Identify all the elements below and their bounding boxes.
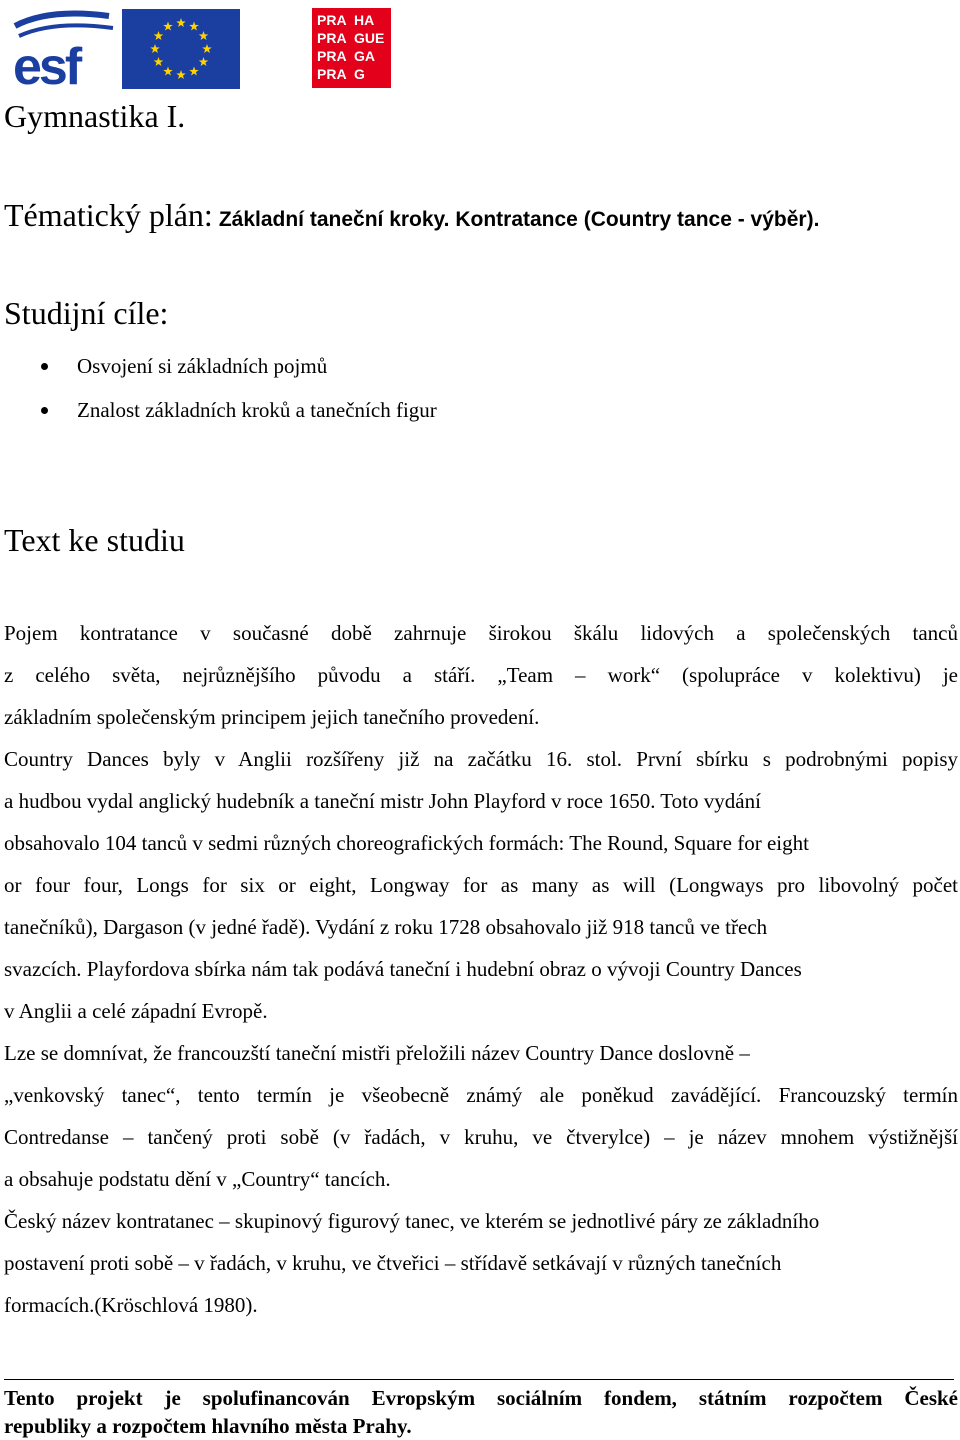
goal-text: Znalost základních kroků a tanečních figur [77,398,437,422]
thematic-plan-text: Základní taneční kroky. Kontratance (Country tance - výběr). [218,208,820,231]
text-line: Pojem kontratance v současné době zahrnuje širokou škálu lidových a společenských tanců [4,621,958,645]
goal-text: Osvojení si základních pojmů [77,354,328,378]
bullet-icon [41,363,48,370]
praha-logo-word: HA [354,12,375,28]
praha-logo-word: PRA [317,48,347,64]
eu-star-icon [199,31,209,40]
footer-note [4,1384,958,1440]
text-line: or four four, Longs for six or eight, Longway for as many as will (Longways pro libovolný počet [4,873,958,897]
esf-logo [9,6,119,90]
bullet-icon [41,407,48,414]
praha-logo [312,8,391,88]
praha-logo-word: PRA [317,66,347,82]
text-line: „venkovský tanec“, tento termín je všeobecně známý ale poněkud zavádějící. Francouzský termín [4,1083,958,1107]
study-goals-list [0,344,437,432]
text-line: v Anglii a celé západní Evropě. [4,999,268,1023]
praha-logo-word: GUE [354,30,385,46]
text-line: svazcích. Playfordova sbírka nám tak podává taneční i hudební obraz o vývoji Country Dances [4,957,802,981]
text-line: tanečníků), Dargason (v jedné řadě). Vydání z roku 1728 obsahovalo již 918 tanců ve třech [4,915,768,939]
text-line: základním společenským principem jejich tanečního provedení. [4,705,540,729]
text-line: obsahovalo 104 tanců v sedmi různých choreografických formách: The Round, Square for eight [4,831,809,855]
footer-divider [4,1379,954,1380]
text-line: z celého světa, nejrůznějšího původu a stáří. „Team – work“ (spolupráce v kolektivu) je [4,663,958,687]
thematic-plan-label: Tématický plán: [4,197,213,233]
text-line: a obsahuje podstatu dění v „Country“ tancích. [4,1167,391,1191]
study-goals-heading: Studijní cíle: [4,295,169,331]
praha-logo-word: PRA [317,12,347,28]
study-text-body [4,612,958,1326]
eu-star-icon [154,31,164,40]
eu-star-icon [150,44,160,53]
study-text-heading: Text ke studiu [4,522,185,558]
text-line: a hudbou vydal anglický hudebník a taneční mistr John Playford v roce 1650. Toto vydání [4,789,761,813]
eu-star-icon [163,21,173,30]
footer-line: Tento projekt je spolufinancován Evropským sociálním fondem, státním rozpočtem České [4,1386,958,1410]
document-title: Gymnastika I. [4,98,186,134]
eu-star-icon [199,57,209,66]
list-item [0,388,437,432]
praha-logo-word: PRA [317,30,347,46]
praha-logo-word: G [354,66,365,82]
thematic-plan [4,193,819,244]
eu-star-icon [202,44,212,53]
praha-logo-word: GA [354,48,375,64]
eu-star-icon [163,67,173,76]
footer-line: republiky a rozpočtem hlavního města Prahy. [4,1414,412,1438]
text-line: formacích.(Kröschlová 1980). [4,1293,258,1317]
list-item [0,344,437,388]
eu-star-icon [189,21,199,30]
text-line: Lze se domnívat, že francouzští taneční mistři přeložili název Country Dance doslovně – [4,1041,750,1065]
text-line: postavení proti sobě – v řadách, v kruhu, ve čtveřici – střídavě setkávají v různých tanečních [4,1251,782,1275]
eu-star-icon [176,70,186,79]
eu-star-icon [154,57,164,66]
logo-row [9,4,409,90]
text-line: Contredanse – tančený proti sobě (v řadách, v kruhu, ve čtverylce) – je název mnohem výstižnější [4,1125,958,1149]
eu-stars [122,9,240,89]
text-line: Country Dances byly v Anglii rozšířeny již na začátku 16. stol. První sbírku s podrobnými popisy [4,747,958,771]
eu-star-icon [189,67,199,76]
eu-star-icon [176,18,186,27]
text-line: Český název kontratanec – skupinový figurový tanec, ve kterém se jednotlivé páry ze základního [4,1209,820,1233]
eu-flag-logo [122,9,240,89]
esf-logo-text: esf [13,38,80,90]
